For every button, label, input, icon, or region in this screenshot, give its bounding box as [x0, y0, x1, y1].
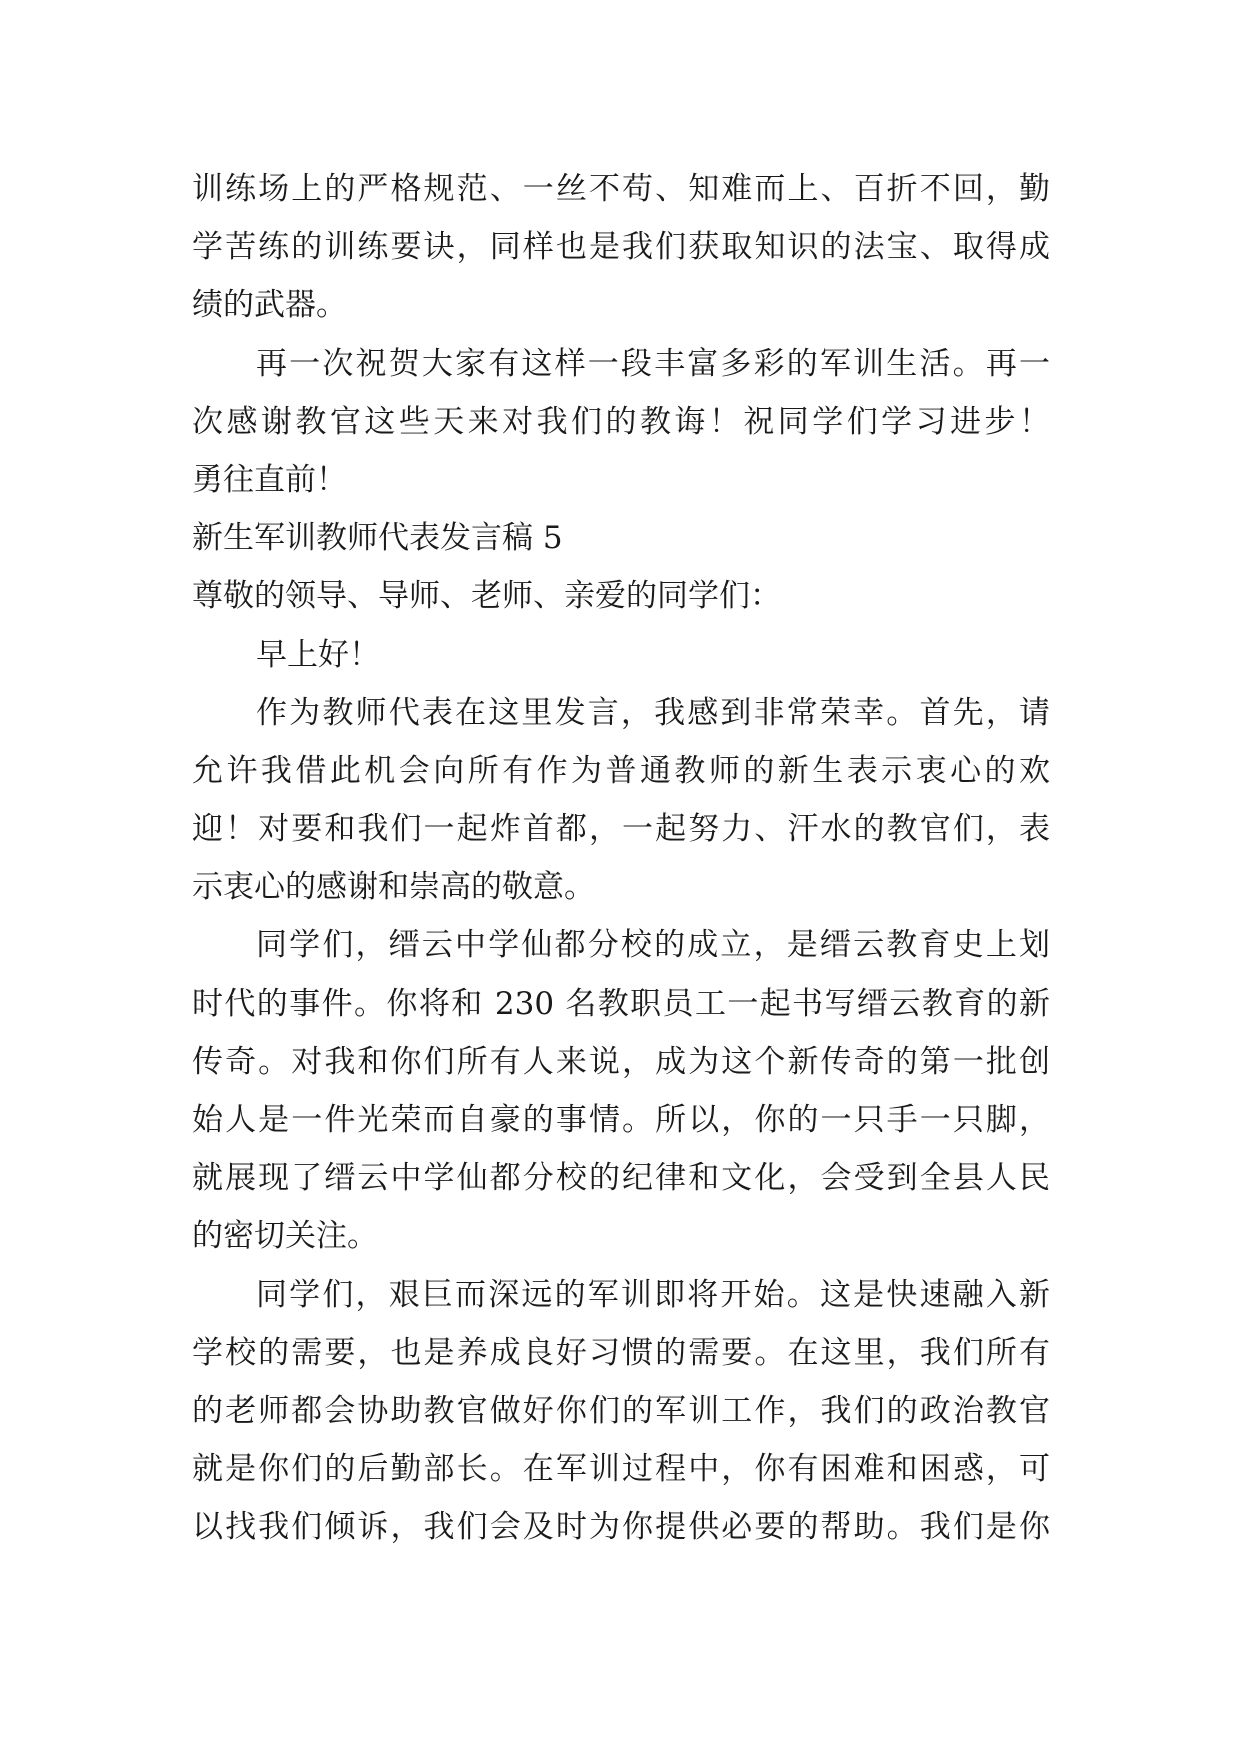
text-line: 作为教师代表在这里发言，我感到非常荣幸。首先，请 [256, 694, 1050, 731]
text-line: 始人是一件光荣而自豪的事情。所以，你的一只手一只脚， [192, 1102, 1050, 1138]
greeting: 早上好！ [256, 636, 380, 673]
text-line: 再一次祝贺大家有这样一段丰富多彩的军训生活。再一 [256, 345, 1050, 382]
text-line: 同学们，缙云中学仙都分校的成立，是缙云教育史上划 [256, 927, 1050, 964]
text-line: 以找我们倾诉，我们会及时为你提供必要的帮助。我们是你 [192, 1509, 1050, 1546]
text-line: 次感谢教官这些天来对我们的教诲！祝同学们学习进步！ [192, 403, 1050, 440]
text-line: 就是你们的后勤部长。在军训过程中，你有困难和困惑，可 [192, 1451, 1050, 1488]
text-line: 的密切关注。 [192, 1218, 378, 1255]
text-line: 学苦练的训练要诀，同样也是我们获取知识的法宝、取得成 [192, 229, 1050, 266]
text-line: 示衷心的感谢和崇高的敬意。 [192, 869, 595, 906]
text-line: 学校的需要，也是养成良好习惯的需要。在这里，我们所有 [192, 1334, 1050, 1371]
text-line: 训练场上的严格规范、一丝不苟、知难而上、百折不回，勤 [192, 171, 1050, 207]
text-line: 传奇。对我和你们所有人来说，成为这个新传奇的第一批创 [192, 1043, 1050, 1080]
text-line: 时代的事件。你将和 230 名教职员工一起书写缙云教育的新 [192, 985, 1050, 1022]
text-line: 的老师都会协助教官做好你们的军训工作，我们的政治教官 [192, 1392, 1050, 1429]
text-line: 同学们，艰巨而深远的军训即将开始。这是快速融入新 [256, 1276, 1050, 1313]
text-line: 勇往直前！ [192, 461, 347, 498]
salutation: 尊敬的领导、导师、老师、亲爱的同学们： [192, 578, 781, 615]
section-heading: 新生军训教师代表发言稿 5 [192, 520, 563, 557]
text-line: 迎！对要和我们一起炸首都，一起努力、汗水的教官们，表 [192, 811, 1050, 848]
document-body [192, 160, 1050, 1557]
text-line: 允许我借此机会向所有作为普通教师的新生表示衷心的欢 [192, 752, 1050, 789]
text-line: 绩的武器。 [192, 287, 347, 324]
text-line: 就展现了缙云中学仙都分校的纪律和文化，会受到全县人民 [192, 1160, 1050, 1197]
